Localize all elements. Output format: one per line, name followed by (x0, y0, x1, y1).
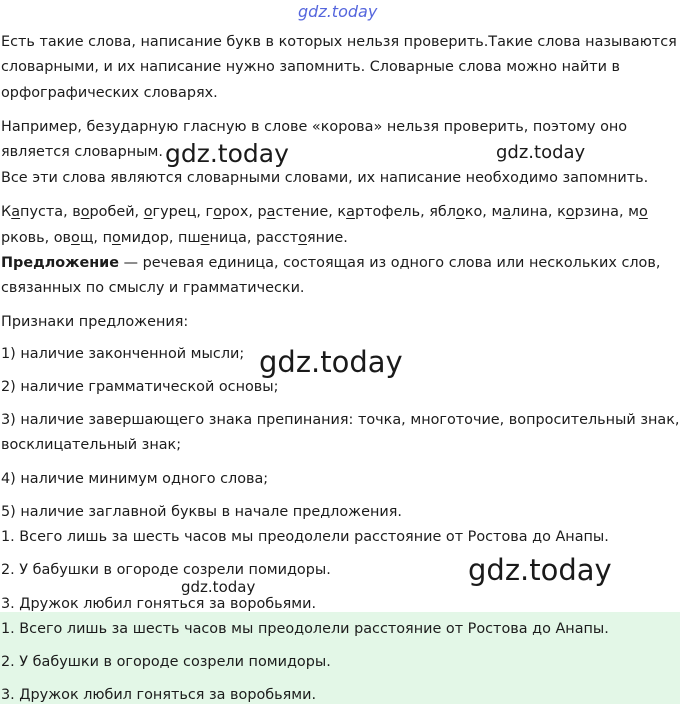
sign-3: 3) наличие завершающего знака препинания: точка, многоточие, вопросительный знак, (1, 412, 680, 428)
underlined-vowel: о (111, 230, 121, 246)
word-part: г (205, 204, 214, 220)
word-part: ко, (464, 204, 492, 220)
word-part: робей, (89, 204, 144, 220)
answer-sentence-3: 3. Дружок любил гоняться за воробьями. (1, 687, 317, 703)
paragraph1-line1: Есть такие слова, написание букв в которых нельзя проверить.Такие слова называются (1, 34, 677, 50)
word-part: п (102, 230, 112, 246)
word-part: яние. (307, 230, 348, 246)
underlined-vowel: о (638, 204, 648, 220)
word-part: гурец, (152, 204, 206, 220)
sign-1: 1) наличие законченной мысли; (1, 346, 245, 362)
sentence-3: 3. Дружок любил гоняться за воробьями. (1, 596, 317, 612)
underlined-vowel: о (455, 204, 465, 220)
watermark-1: gdz.today (165, 139, 289, 168)
word-part: рох, (221, 204, 258, 220)
sign-5: 5) наличие заглавной буквы в начале предложения. (1, 504, 402, 520)
sign-3-cont: восклицательный знак; (1, 437, 182, 453)
word-part: к (557, 204, 566, 220)
word-part: рковь, ов (1, 230, 72, 246)
answer-sentence-1: 1. Всего лишь за шесть часов мы преодолели расстояние от Ростова до Анапы. (1, 621, 609, 637)
underlined-vowel: а (266, 204, 276, 220)
word-part: м (628, 204, 639, 220)
dictionary-words-line1 (1, 203, 648, 221)
sign-2: 2) наличие грамматической основы; (1, 379, 279, 395)
word-part: лина, (511, 204, 558, 220)
watermark-top: gdz.today (298, 2, 378, 21)
signs-title: Признаки предложения: (1, 314, 189, 330)
answer-sentence-2: 2. У бабушки в огороде созрели помидоры. (1, 654, 331, 670)
word-part: рзина, (574, 204, 629, 220)
watermark-2: gdz.today (496, 142, 586, 163)
underlined-vowel: а (346, 204, 355, 220)
word-part: расст (256, 230, 299, 246)
word-part: ница, (209, 230, 257, 246)
underlined-vowel: е (200, 230, 210, 246)
paragraph3: Все эти слова являются словарными словами, их написание необходимо запомнить. (1, 170, 649, 186)
paragraph2-line1: Например, безударную гласную в слове «корова» нельзя проверить, поэтому оно (1, 119, 628, 135)
sentence-1: 1. Всего лишь за шесть часов мы преодолели расстояние от Ростова до Анапы. (1, 529, 609, 545)
underlined-vowel: о (298, 230, 307, 246)
underlined-vowel: о (565, 204, 575, 220)
word-part: стение, (275, 204, 338, 220)
definition-line1 (1, 254, 660, 272)
word-part: пш (178, 230, 201, 246)
underlined-vowel: о (143, 204, 153, 220)
sentence-2: 2. У бабушки в огороде созрели помидоры. (1, 562, 331, 578)
paragraph1-line2: словарными, и их написание нужно запомнить. Словарные слова можно найти в (1, 59, 621, 75)
word-part: щ, (79, 230, 103, 246)
underlined-vowel: о (71, 230, 80, 246)
paragraph2-line2: является словарным. (1, 144, 163, 160)
sign-4: 4) наличие минимум одного слова; (1, 471, 269, 487)
word-part: пуста, (20, 204, 73, 220)
word-part: мидор, (120, 230, 179, 246)
word-part: м (491, 204, 503, 220)
watermark-3: gdz.today (259, 345, 403, 379)
underlined-vowel: о (80, 204, 90, 220)
watermark-4: gdz.today (468, 553, 612, 587)
watermark-5: gdz.today (181, 578, 256, 596)
word-part: ябл (429, 204, 456, 220)
definition-line2: связанных по смыслу и грамматически. (1, 280, 305, 296)
definition-term: Предложение (1, 255, 120, 271)
underlined-vowel: о (213, 204, 222, 220)
word-part: к (337, 204, 347, 220)
dictionary-words-line2 (1, 229, 348, 247)
word-part: ртофель, (354, 204, 430, 220)
word-part: р (257, 204, 267, 220)
underlined-vowel: а (11, 204, 21, 220)
word-part: К (1, 204, 12, 220)
underlined-vowel: а (502, 204, 512, 220)
word-part: в (72, 204, 81, 220)
definition-text: — речевая единица, состоящая из одного слова или нескольких слов, (119, 255, 661, 271)
paragraph1-line3: орфографических словарях. (1, 85, 218, 101)
